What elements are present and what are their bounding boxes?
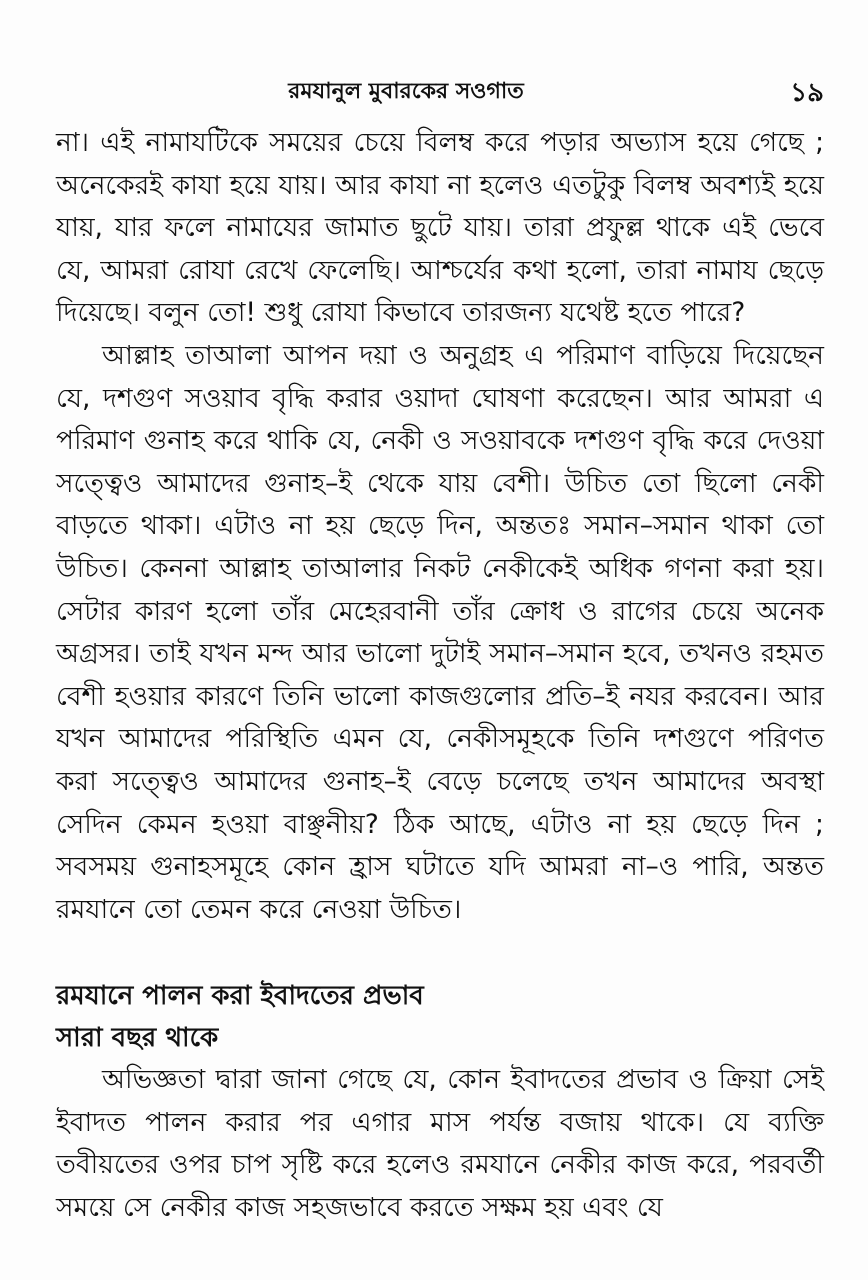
page-number: ১৯ — [790, 78, 824, 108]
paragraph-continued: না। এই নামাযটিকে সময়ের চেয়ে বিলম্ব করে পড়ার অভ্যাস হয়ে গেছে ; অনেকেরই কাযা হয়ে যায়। আর কাযা না হলেও এতটুকু বিলম্ব অবশ্যই হয়ে যায়, যার ফলে নামাযের জামাত ছুটে যায়। তারা প্রফুল্ল থাকে এই ভেবে যে, আমরা রোযা রেখে ফেলেছি। আশ্চর্যের কথা হলো, তারা নামায ছেড়ে দিয়েছে। বলুন তো! শুধু রোযা কিভাবে তারজন্য যথেষ্ট হতে পারে? — [56, 127, 824, 329]
section-heading-line-1: রমযানে পালন করা ইবাদতের প্রভাব — [56, 981, 424, 1012]
running-header — [56, 68, 826, 108]
section-spacer — [56, 931, 824, 975]
section-heading-line-2: সারা বছর থাকে — [56, 1023, 219, 1054]
paragraph: আল্লাহ তাআলা আপন দয়া ও অনুগ্রহ এ পরিমাণ বাড়িয়ে দিয়েছেন যে, দশগুণ সওয়াব বৃদ্ধি করার ওয়াদা ঘোষণা করেছেন। আর আমরা এ পরিমাণ গুনাহ করে থাকি যে, নেকী ও সওয়াবকে দশগুণ বৃদ্ধি করে দেওয়া সত্ত্বেও আমাদের গুনাহ–ই থেকে যায় বেশী। উচিত তো ছিলো নেকী বাড়তে থাকা। এটাও না হয় ছেড়ে দিন, অন্ততঃ সমান–সমান থাকা তো উচিত। কেননা আল্লাহ তাআলার নিকট নেকীকেই অধিক গণনা করা হয়। সেটার কারণ হলো তাঁর মেহেরবানী তাঁর ক্রোধ ও রাগের চেয়ে অনেক অগ্রসর। তাই যখন মন্দ আর ভালো দুটাই সমান–সমান হবে, তখনও রহমত বেশী হওয়ার কারণে তিনি ভালো কাজগুলোর প্রতি–ই নযর করবেন। আর যখন আমাদের পরিস্থিতি এমন যে, নেকীসমূহকে তিনি দশগুণে পরিণত করা সত্ত্বেও আমাদের গুনাহ–ই বেড়ে চলেছে তখন আমাদের অবস্থা সেদিন কেমন হওয়া বাঞ্ছনীয়? ঠিক আছে, এটাও না হয় ছেড়ে দিন ; সবসময় গুনাহসমূহে কোন হ্রাস ঘটাতে যদি আমরা না–ও পারি, অন্তত রমযানে তো তেমন করে নেওয়া উচিত। — [56, 339, 824, 925]
body-text — [56, 122, 824, 1230]
section-paragraph: অভিজ্ঞতা দ্বারা জানা গেছে যে, কোন ইবাদতের প্রভাব ও ক্রিয়া সেই ইবাদত পালন করার পর এগার মাস পর্যন্ত বজায় থাকে। যে ব্যক্তি তবীয়তের ওপর চাপ সৃষ্টি করে হলেও রমযানে নেকীর কাজ করে, পরবর্তী সময়ে সে নেকীর কাজ সহজভাবে করতে সক্ষম হয় এবং যে — [56, 1064, 824, 1224]
running-title: রমযানুল মুবারকের সওগাত — [288, 79, 524, 104]
